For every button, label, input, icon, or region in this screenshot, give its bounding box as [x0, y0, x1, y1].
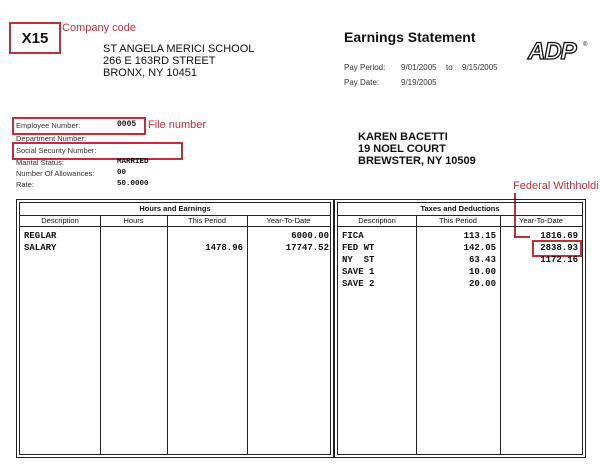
- earnings-col-hours: Hours: [100, 215, 167, 227]
- taxes-row-description: SAVE 2: [342, 279, 375, 289]
- earnings-col-ytd: Year-To-Date: [247, 215, 330, 227]
- marital-value: MARRIED: [117, 158, 149, 166]
- registered-mark: ®: [583, 42, 588, 48]
- ssn-label: Social Security Number:: [16, 146, 97, 155]
- pay-period-to: to: [446, 63, 453, 72]
- taxes-row-period: 63.43: [468, 255, 496, 265]
- pay-date-label: Pay Date:: [344, 78, 380, 87]
- company-code-box: [9, 22, 61, 54]
- taxes-row-period: 20.00: [468, 279, 496, 289]
- department-label: Department Number:: [16, 134, 87, 143]
- taxes-table-title: Taxes and Deductions: [338, 203, 582, 216]
- earnings-row-description: SALARY: [24, 243, 57, 253]
- adp-logo: ADP: [528, 38, 576, 65]
- earnings-row-ytd: 6000.00: [291, 231, 329, 241]
- marital-label: Marital Status:: [16, 158, 64, 167]
- earnings-row-period: 1478.96: [205, 243, 243, 253]
- taxes-row-description: FED WT: [342, 243, 375, 253]
- taxes-row-period: 10.00: [468, 267, 496, 277]
- employee-number-label: Employee Number:: [16, 121, 81, 130]
- recipient-city: BREWSTER, NY 10509: [358, 155, 476, 167]
- taxes-row-ytd: 1816.69: [540, 231, 578, 241]
- rate-value: 50.0000: [117, 180, 149, 188]
- earnings-table-title: Hours and Earnings: [20, 203, 330, 216]
- allowances-label: Number Of Allowances:: [16, 169, 95, 178]
- employer-street: 266 E 163RD STREET: [103, 55, 216, 67]
- company-code-annotation: Company code: [62, 22, 136, 34]
- taxes-col-ytd: Year-To-Date: [500, 215, 582, 227]
- company-code-value: X15: [21, 29, 49, 47]
- employer-city: BRONX, NY 10451: [103, 67, 197, 79]
- taxes-row-ytd: 2838.93: [540, 243, 578, 253]
- pay-date-value: 9/19/2005: [401, 78, 437, 87]
- taxes-row-description: FICA: [342, 231, 364, 241]
- allowances-value: 00: [117, 169, 127, 177]
- taxes-col-description: Description: [338, 215, 416, 227]
- employer-address: [103, 43, 254, 79]
- taxes-row-description: SAVE 1: [342, 267, 375, 277]
- taxes-table: [334, 199, 586, 458]
- pay-period-end: 9/15/2005: [462, 63, 498, 72]
- rate-label: Rate:: [16, 180, 34, 189]
- earnings-divider: [100, 215, 101, 454]
- taxes-row-description: NY ST: [342, 255, 375, 265]
- employer-name: ST ANGELA MERICI SCHOOL: [103, 43, 255, 55]
- recipient-street: 19 NOEL COURT: [358, 143, 446, 155]
- earnings-row-ytd: 17747.52: [285, 243, 329, 253]
- earnings-col-description: Description: [20, 215, 100, 227]
- earnings-row-description: REGLAR: [24, 231, 57, 241]
- statement-title: Earnings Statement: [344, 29, 476, 45]
- pay-period-label: Pay Period:: [344, 63, 386, 72]
- taxes-row-ytd: 1172.16: [540, 255, 578, 265]
- federal-withholding-annotation: Federal Withholdi: [513, 180, 599, 192]
- recipient-name: KAREN BACETTI: [358, 131, 448, 143]
- employee-number-value: 0005: [117, 120, 137, 129]
- recipient-address: [358, 131, 476, 167]
- earnings-table: [16, 199, 334, 458]
- taxes-row-period: 113.15: [463, 231, 496, 241]
- pay-period-start: 9/01/2005: [401, 63, 437, 72]
- taxes-col-this-period: This Period: [416, 215, 500, 227]
- file-number-annotation: File number: [148, 119, 207, 131]
- taxes-row-period: 142.05: [463, 243, 496, 253]
- earnings-col-this-period: This Period: [167, 215, 247, 227]
